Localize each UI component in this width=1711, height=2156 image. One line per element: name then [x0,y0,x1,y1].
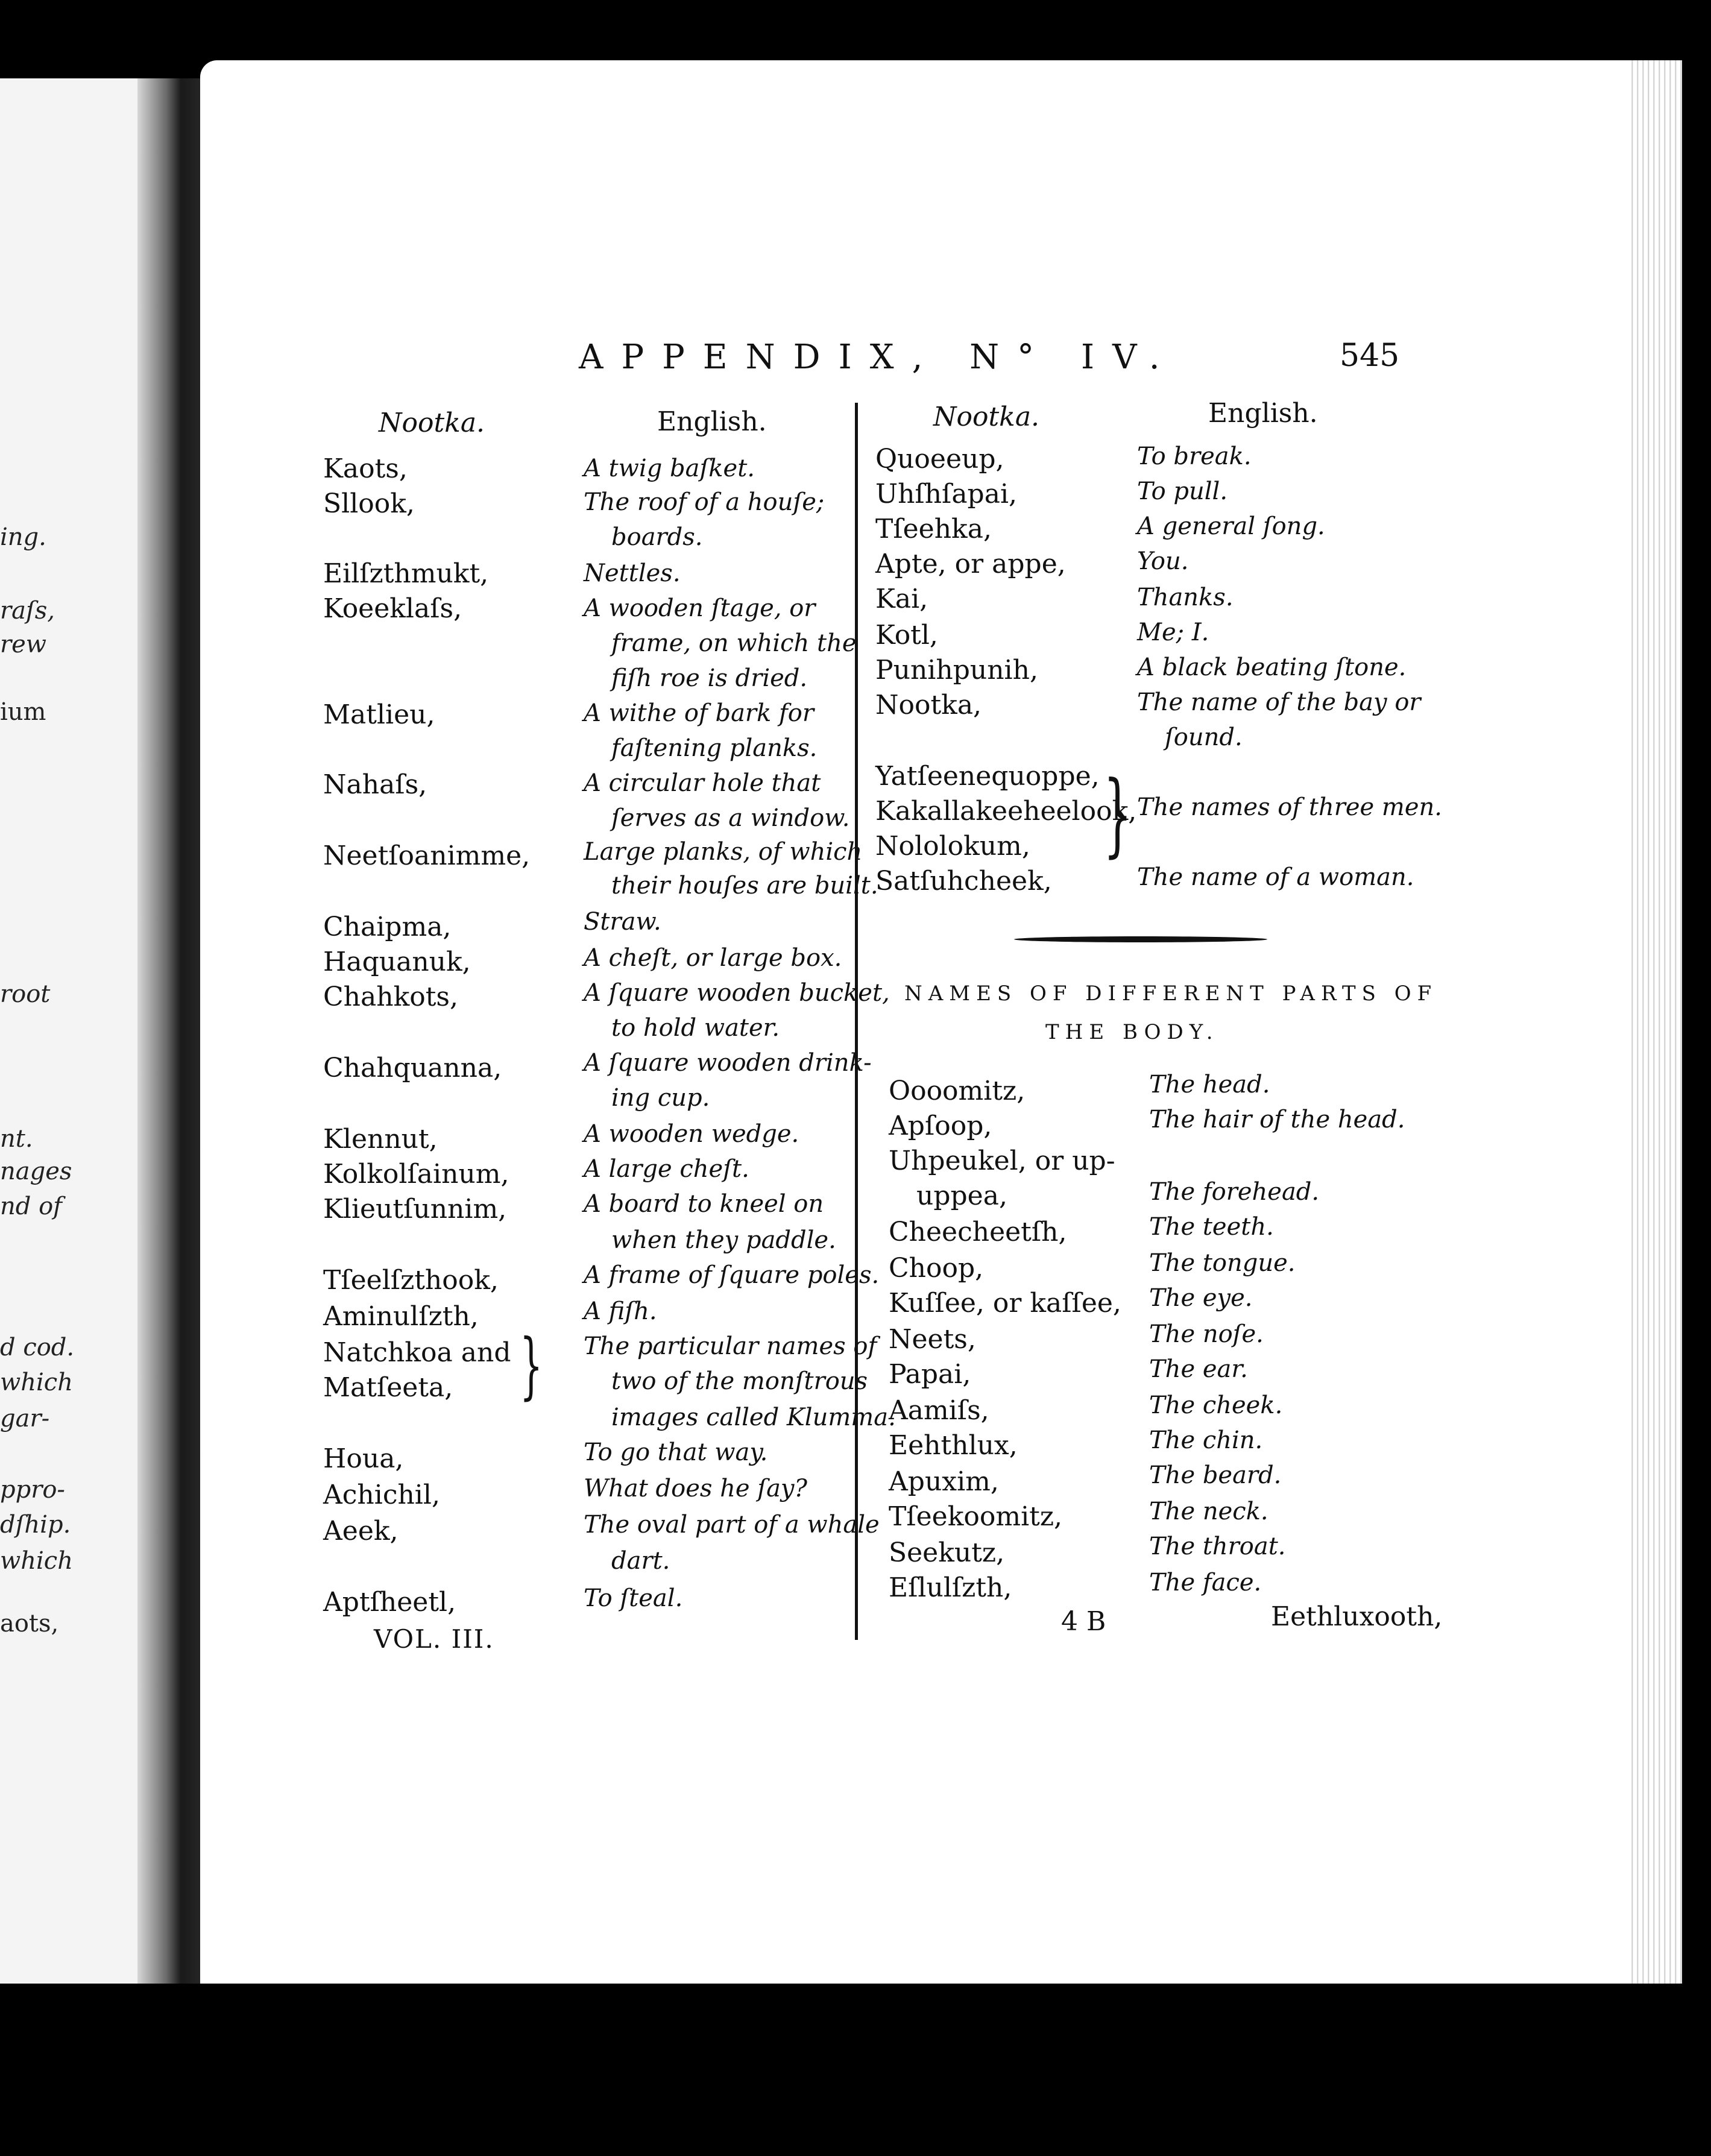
english-gloss: The roof of a houſe; [584,488,825,516]
english-gloss: The forehead. [1149,1178,1320,1206]
nootka-word: Apuxim, [889,1466,999,1497]
nootka-word: Tſeekoomitz, [889,1501,1062,1532]
section-title: NAMES OF DIFFERENT PARTS OF [904,982,1438,1006]
english-gloss: A ſquare wooden drink- [584,1049,872,1077]
english-gloss: The cheek. [1149,1392,1283,1419]
english-gloss: faſtening planks. [611,734,818,762]
nootka-word: Apſoop, [889,1111,992,1141]
english-gloss: A cheſt, or large box. [584,944,842,972]
english-gloss: To ſteal. [584,1584,683,1612]
nootka-word: Eehthlux, [889,1430,1018,1461]
nootka-word: Oooomitz, [889,1076,1026,1106]
facing-fragment: which [0,1369,73,1396]
nootka-word: Klieutſunnim, [323,1194,507,1225]
nootka-word: Kakallakeeheelook, [875,796,1137,827]
nootka-word: Achichil, [323,1480,440,1510]
facing-fragment: ium [0,698,46,726]
facing-fragment: raſs, [0,597,55,625]
english-gloss: A wooden ſtage, or [584,594,816,622]
english-gloss: fiſh roe is dried. [611,664,808,692]
nootka-word: Cheecheetſh, [889,1217,1067,1247]
english-gloss: A wooden wedge. [584,1120,799,1148]
running-head: APPENDIX, N° IV. [579,338,1178,377]
english-gloss: A ſquare wooden bucket, [584,979,890,1007]
nootka-word: Uhpeukel, or up- [889,1146,1115,1176]
facing-page [0,78,151,1984]
english-gloss: To break. [1137,443,1252,470]
english-gloss: to hold water. [611,1014,780,1042]
bracket: } [1103,762,1132,867]
english-gloss: Large planks, of which [584,838,863,866]
page-number: 545 [1340,338,1400,374]
nootka-word: Koeeklaſs, [323,593,462,624]
english-gloss: The hair of the head. [1149,1106,1405,1133]
facing-fragment: nd of [0,1193,62,1220]
nootka-word: Natchkoa and [323,1337,511,1368]
english-gloss: The oval part of a whale [584,1511,880,1539]
english-gloss: The name of the bay or [1137,689,1421,716]
english-gloss: dart. [611,1547,670,1575]
english-gloss: To go that way. [584,1439,768,1466]
english-gloss: A board to kneel on [584,1190,824,1218]
nootka-word: Chaipma, [323,912,452,942]
facing-fragment: root [0,980,51,1008]
facing-fragment: ing. [0,523,46,551]
right-nootka-heading: Nootka. [933,402,1040,432]
facing-fragment: nt. [0,1125,33,1153]
facing-fragment: rew [0,631,47,658]
nootka-word: Uhſhſapai, [875,479,1018,509]
nootka-word: Apte, or appe, [875,549,1066,579]
english-gloss: images called Klumma. [611,1404,896,1431]
facing-fragment: gar- [0,1405,50,1433]
english-gloss: A large cheſt. [584,1155,749,1183]
facing-fragment: ppro- [0,1476,65,1504]
nootka-word: Punihpunih, [875,655,1038,686]
nootka-word: Yatſeenequoppe, [875,761,1100,792]
left-nootka-heading: Nootka. [379,408,485,438]
scan-border-bottom [0,1984,1711,2156]
nootka-word: Chahkots, [323,982,458,1012]
nootka-word: Eilſzthmukt, [323,558,489,589]
nootka-word: Neets, [889,1324,976,1355]
english-gloss: Thanks. [1137,584,1234,611]
nootka-word: Chahquanna, [323,1053,502,1083]
english-gloss: The tongue. [1149,1249,1296,1277]
english-gloss: ſound. [1165,723,1243,751]
nootka-word: Nahaſs, [323,769,427,800]
english-gloss: You. [1137,547,1189,575]
nootka-word: Kaots, [323,453,408,484]
english-gloss: The name of a woman. [1137,863,1414,891]
english-gloss: A black beating ſtone. [1137,654,1407,681]
nootka-word: Tſeelſzthook, [323,1265,499,1296]
scan-border-top [0,0,1711,60]
nootka-word: Kai, [875,584,928,614]
english-gloss: The throat. [1149,1533,1286,1560]
nootka-word: Sllook, [323,488,415,519]
nootka-word: Houa, [323,1443,404,1474]
nootka-word: Matſeeta, [323,1372,453,1403]
nootka-word: Aptſheetl, [323,1587,456,1618]
facing-fragment: which [0,1547,73,1575]
english-gloss: The eye. [1149,1284,1253,1312]
nootka-word: Klennut, [323,1124,438,1155]
facing-fragment: d cod. [0,1334,75,1361]
english-gloss: when they paddle. [611,1226,836,1254]
english-gloss: A withe of bark for [584,699,814,727]
nootka-word: Tſeehka, [875,514,992,544]
section-rule [1014,936,1267,942]
catchword: Eethluxooth, [1271,1601,1443,1632]
right-english-heading: English. [1208,398,1318,429]
nootka-word: Nololokum, [875,831,1030,862]
english-gloss: What does he ſay? [584,1475,807,1502]
nootka-word: Neetſoanimme, [323,840,531,871]
volume-line: VOL. III. [374,1624,494,1654]
column-divider [855,403,858,1640]
english-gloss: The ear. [1149,1355,1248,1383]
english-gloss: Straw. [584,908,661,936]
nootka-word: Choop, [889,1253,984,1284]
english-gloss: frame, on which the [611,629,857,657]
signature-mark: 4 B [1061,1606,1106,1637]
nootka-word: Kuſſee, or kaſſee, [889,1288,1121,1319]
english-gloss: The neck. [1149,1498,1268,1525]
nootka-word: Eſlulſzth, [889,1572,1012,1603]
english-gloss: The beard. [1149,1461,1282,1489]
book-gutter [137,78,210,1984]
english-gloss: Nettles. [584,559,681,587]
nootka-word: Haquanuk, [323,947,471,977]
facing-fragment: dſhip. [0,1511,71,1539]
english-gloss: two of the monſtrous [611,1367,868,1395]
nootka-word: Aamiſs, [889,1395,989,1426]
nootka-word: Kolkolſainum, [323,1159,509,1190]
english-gloss: The names of three men. [1137,793,1442,821]
nootka-word: Quoeeup, [875,444,1004,474]
english-gloss: A circular hole that [584,769,821,797]
english-gloss: ſerves as a window. [611,804,850,832]
english-gloss: The chin. [1149,1426,1263,1454]
english-gloss: A fiſh. [584,1297,657,1325]
english-gloss: The noſe. [1149,1320,1264,1348]
english-gloss: The teeth. [1149,1213,1274,1241]
nootka-word: Aeek, [323,1516,399,1546]
english-gloss: ing cup. [611,1084,710,1112]
english-gloss: The face. [1149,1569,1262,1597]
english-gloss: A general ſong. [1137,512,1325,540]
english-gloss: A twig baſket. [584,455,755,482]
facing-fragment: aots, [0,1610,59,1637]
nootka-word: Aminulſzth, [323,1301,479,1332]
nootka-word: Papai, [889,1359,971,1390]
facing-fragment: nages [0,1158,72,1185]
left-english-heading: English. [657,406,767,437]
english-gloss: The particular names of [584,1332,877,1360]
english-gloss: A frame of ſquare poles. [584,1261,880,1289]
english-gloss: boards. [611,523,703,551]
english-gloss: their houſes are built. [611,872,878,900]
nootka-word: Kotl, [875,620,938,651]
page-edges [1628,60,1682,2002]
bracket: } [520,1324,543,1408]
nootka-word: uppea, [916,1180,1007,1211]
english-gloss: Me; I. [1137,619,1209,646]
nootka-word: Nootka, [875,690,982,720]
english-gloss: The head. [1149,1071,1270,1098]
nootka-word: Matlieu, [323,699,435,730]
section-title: THE BODY. [1045,1020,1219,1044]
nootka-word: Satſuhcheek, [875,866,1052,897]
nootka-word: Seekutz, [889,1537,1005,1568]
english-gloss: To pull. [1137,478,1228,505]
